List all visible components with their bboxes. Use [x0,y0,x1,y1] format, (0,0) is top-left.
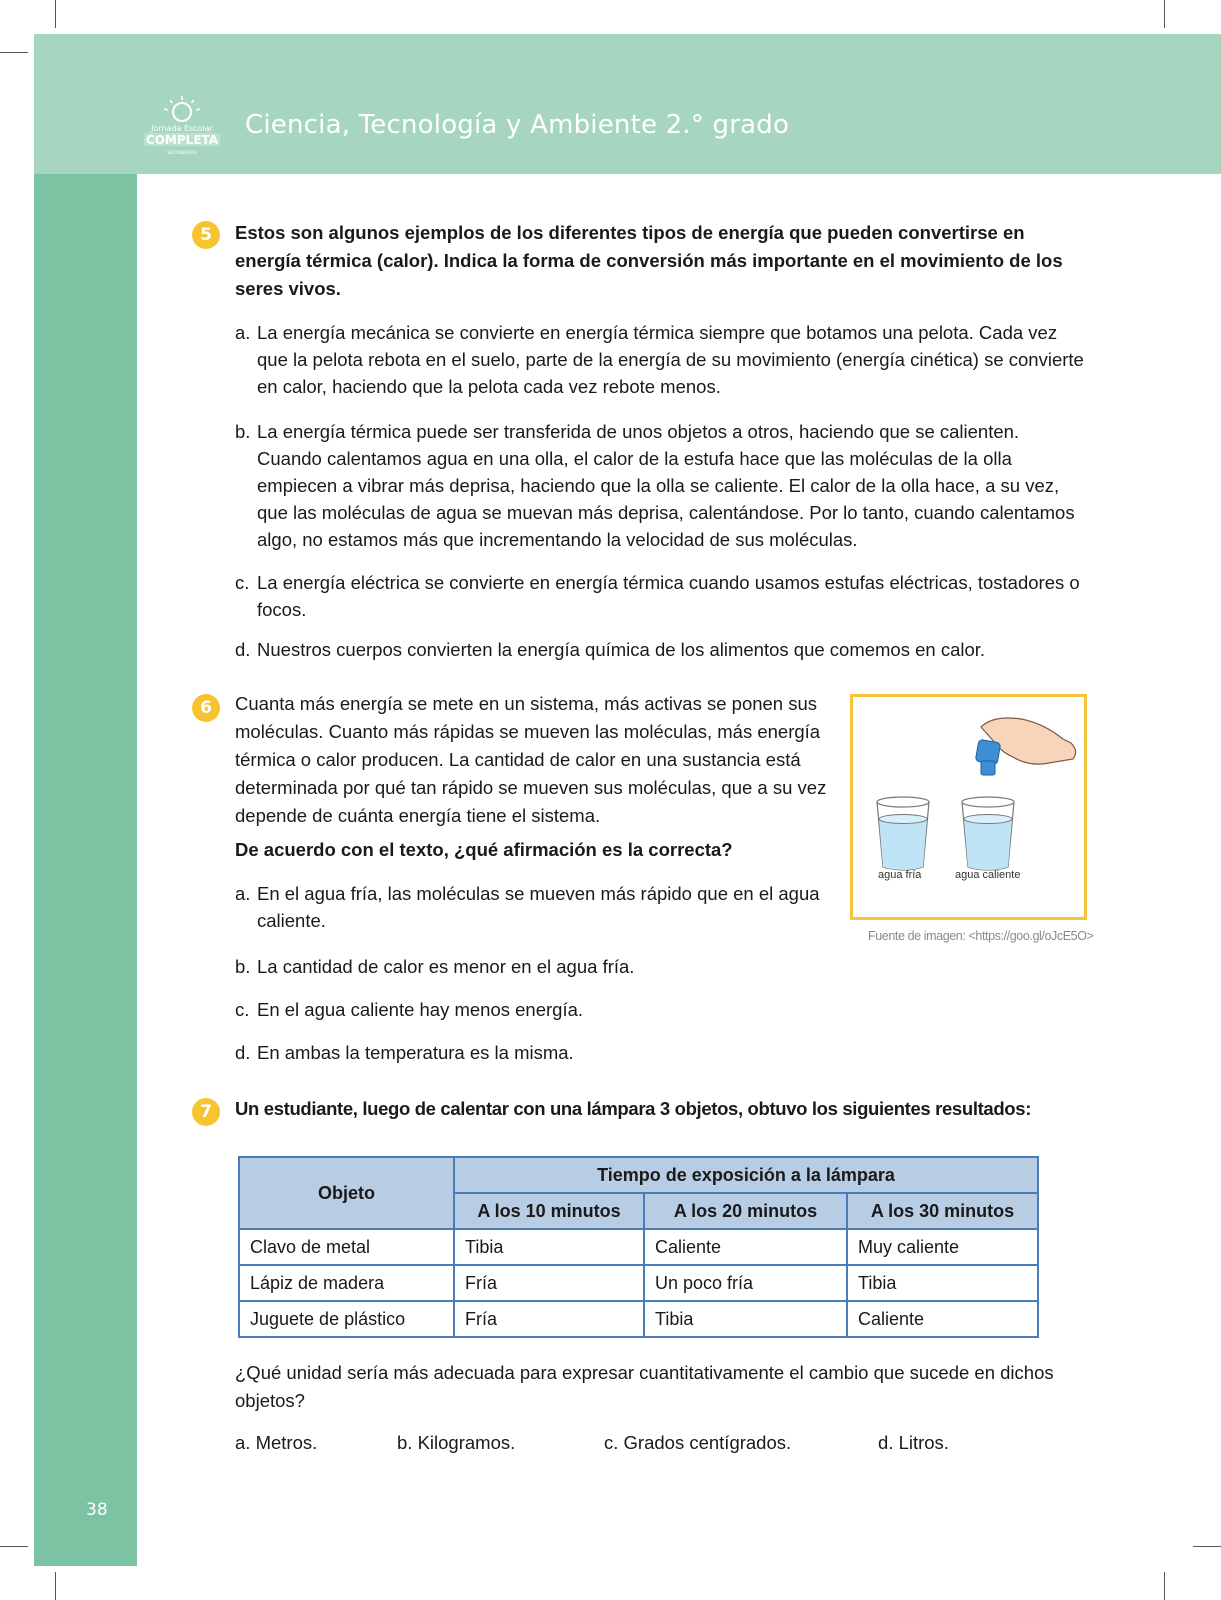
water-glasses-figure [850,694,1087,920]
page-number: 38 [86,1500,108,1520]
table-header-group: Tiempo de exposición a la lámpara [454,1157,1038,1193]
table-cell: Un poco fría [644,1265,847,1301]
table-row [239,1301,1038,1337]
sidebar-band [34,174,137,1566]
table-header-30min: A los 30 minutos [847,1193,1038,1229]
table-row [239,1229,1038,1265]
question-6-option-c: c. En el agua caliente hay menos energía. [235,999,584,1020]
table-cell: Fría [454,1301,644,1337]
question-7-prompt: Un estudiante, luego de calentar con una lámpara 3 objetos, obtuvo los siguientes resultados: [235,1098,1032,1119]
glasses-illustration [853,697,1084,917]
question-7-answer-a: a. Metros. [235,1432,318,1453]
table-cell: Lápiz de madera [239,1265,454,1301]
crop-mark [55,1572,56,1600]
question-6-option-b: b. La cantidad de calor es menor en el agua fría. [235,956,635,977]
table-cell: Tibia [644,1301,847,1337]
crop-mark [1164,1572,1165,1600]
jornada-completa-logo [142,94,222,158]
table-cell: Muy caliente [847,1229,1038,1265]
table-cell: Tibia [454,1229,644,1265]
table-header-20min: A los 20 minutos [644,1193,847,1229]
table-cell: Fría [454,1265,644,1301]
question-5-option-c: c. La energía eléctrica se convierte en energía térmica cuando usamos estufas eléctricas, tostadores o focos. [235,572,1080,620]
hot-water-glass-icon [962,797,1014,870]
crop-mark [1164,0,1165,28]
question-6-text: Cuanta más energía se mete en un sistema, más activas se ponen sus moléculas. Cuanto más rápidas se mueven las moléculas, más energía térmica o calor producen. La cantidad de calor en una sustancia está determinada por qué tan rápido se mueven sus moléculas, que a su vez depende de cuánta energía tiene el sistema. [235,693,827,826]
question-7-answer-d: d. Litros. [878,1432,949,1453]
crop-mark [0,52,28,53]
crop-mark [55,0,56,28]
table-cell: Caliente [847,1301,1038,1337]
question-6-option-d: d. En ambas la temperatura es la misma. [235,1042,574,1063]
question-5-option-d: d. Nuestros cuerpos convierten la energía química de los alimentos que comemos en calor. [235,639,986,660]
svg-text:SECUNDARIA: SECUNDARIA [167,151,197,156]
table-cell: Juguete de plástico [239,1301,454,1337]
cold-water-glass-icon [877,797,929,870]
question-7-answer-b: b. Kilogramos. [397,1432,516,1453]
table-header-object: Objeto [239,1157,454,1229]
question-6-badge: 6 [192,694,220,722]
table-header-10min: A los 10 minutos [454,1193,644,1229]
cold-water-caption: agua fría [878,869,922,881]
question-7-answer-c: c. Grados centígrados. [604,1432,792,1453]
svg-text:Jornada Escolar: Jornada Escolar [151,124,213,133]
question-5-prompt: Estos son algunos ejemplos de los diferentes tipos de energía que pueden convertirse en energía térmica (calor). Indica la forma de conversión más importante en el movimiento de los seres vivos. [235,222,1063,299]
figure-source: Fuente de imagen: <https://goo.gl/oJcE5O> [868,929,1094,943]
question-5-badge: 5 [192,221,220,249]
results-table [238,1156,1039,1338]
table-row [239,1265,1038,1301]
hot-water-caption: agua caliente [955,869,1021,881]
header-title: Ciencia, Tecnología y Ambiente 2.° grado [245,110,790,140]
question-6-question: De acuerdo con el texto, ¿qué afirmación es la correcta? [235,839,733,860]
question-5-option-b: b. La energía térmica puede ser transferida de unos objetos a otros, haciendo que se calienten. Cuando calentamos agua en una olla, el calor de la estufa hace que las moléculas de la olla empiecen a vibrar más deprisa, haciendo que la olla se caliente. El calor de la olla hace, a su vez, que las moléculas de agua se muevan más deprisa, calentándose. Por lo tanto, cuando calentamos algo, no estamos más que incrementando la velocidad de sus moléculas. [235,421,1075,550]
question-7-question: ¿Qué unidad sería más adecuada para expresar cuantitativamente el cambio que sucede en dichos objetos? [235,1362,1054,1411]
crop-mark [1193,1546,1221,1547]
table-cell: Tibia [847,1265,1038,1301]
svg-text:COMPLETA: COMPLETA [145,133,219,147]
table-cell: Clavo de metal [239,1229,454,1265]
question-5-option-a: a. La energía mecánica se convierte en energía térmica siempre que botamos una pelota. Cada vez que la pelota rebota en el suelo, parte de la energía de su movimiento (energía cinética) se convierte en calor, haciendo que la pelota cada vez rebote menos. [235,322,1084,397]
drop-icon [981,761,995,775]
question-7-badge: 7 [192,1098,220,1126]
crop-mark [0,1546,28,1547]
table-cell: Caliente [644,1229,847,1265]
question-6-option-a: a. En el agua fría, las moléculas se mueven más rápido que en el agua caliente. [235,883,820,931]
